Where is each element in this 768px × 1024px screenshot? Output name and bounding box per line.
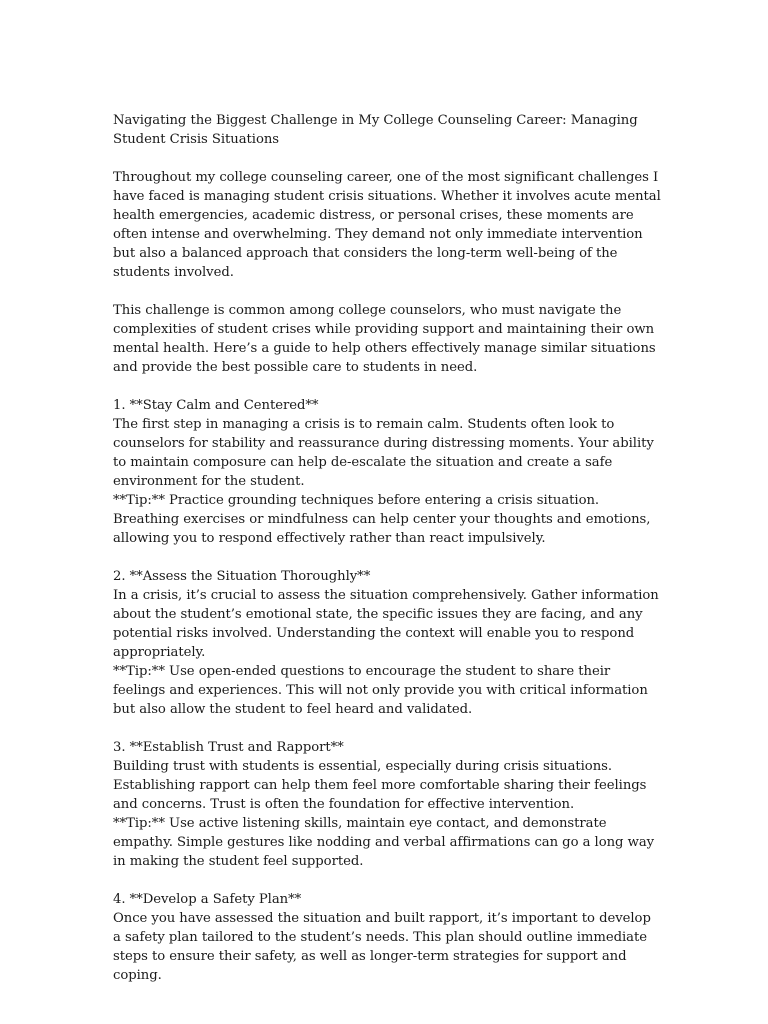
intro-paragraph: This challenge is common among college counselors, who must navigate the complexities of student crises while providing support and maintaining their own mental health. Here’s a guide to help others effectively manage similar situations and provide the best possible care to students in need. [113, 303, 656, 375]
document-title: Navigating the Biggest Challenge in My College Counseling Career: Managing Student Crisis Situations [113, 113, 638, 147]
section-heading: 2. **Assess the Situation Thoroughly** [113, 569, 371, 584]
document-page [113, 111, 661, 1004]
section-body: Building trust with students is essential, especially during crisis situations. Establishing rapport can help them feel more comfortable sharing their feelings and concerns. Trust is often the foundation for effective intervention. [113, 759, 647, 812]
section-heading: 1. **Stay Calm and Centered** [113, 398, 319, 413]
section-body: The first step in managing a crisis is to remain calm. Students often look to counselors for stability and reassurance during distressing moments. Your ability to maintain composure can help de-escalate the situation and create a safe environment for the student. [113, 417, 654, 489]
section-tip: **Tip:** Practice grounding techniques before entering a crisis situation. Breathing exercises or mindfulness can help center your thoughts and emotions, allowing you to respond effectively rather than react impulsively. [113, 493, 651, 546]
section-body: Once you have assessed the situation and built rapport, it’s important to develop a safety plan tailored to the student’s needs. This plan should outline immediate steps to ensure their safety, as well as longer-term strategies for support and coping. [113, 911, 651, 983]
section-assess-situation [113, 567, 661, 719]
section-stay-calm [113, 396, 661, 548]
section-tip: **Tip:** Use active listening skills, maintain eye contact, and demonstrate empathy. Simple gestures like nodding and verbal affirmations can go a long way in making the student feel supported. [113, 816, 655, 869]
section-body: In a crisis, it’s crucial to assess the situation comprehensively. Gather information about the student’s emotional state, the specific issues they are facing, and any potential risks involved. Understanding the context will enable you to respond appropriately. [113, 588, 659, 660]
section-tip: **Tip:** Use open-ended questions to encourage the student to share their feelings and experiences. This will not only provide you with critical information but also allow the student to feel heard and validated. [113, 664, 648, 717]
section-establish-trust [113, 738, 661, 871]
section-safety-plan [113, 890, 661, 985]
section-heading: 4. **Develop a Safety Plan** [113, 892, 302, 907]
section-heading: 3. **Establish Trust and Rapport** [113, 740, 344, 755]
intro-paragraph: Throughout my college counseling career, one of the most significant challenges I have faced is managing student crisis situations. Whether it involves acute mental health emergencies, academic distress, or personal crises, these moments are often intense and overwhelming. They demand not only immediate intervention but also a balanced approach that considers the long-term well-being of the students involved. [113, 170, 661, 280]
